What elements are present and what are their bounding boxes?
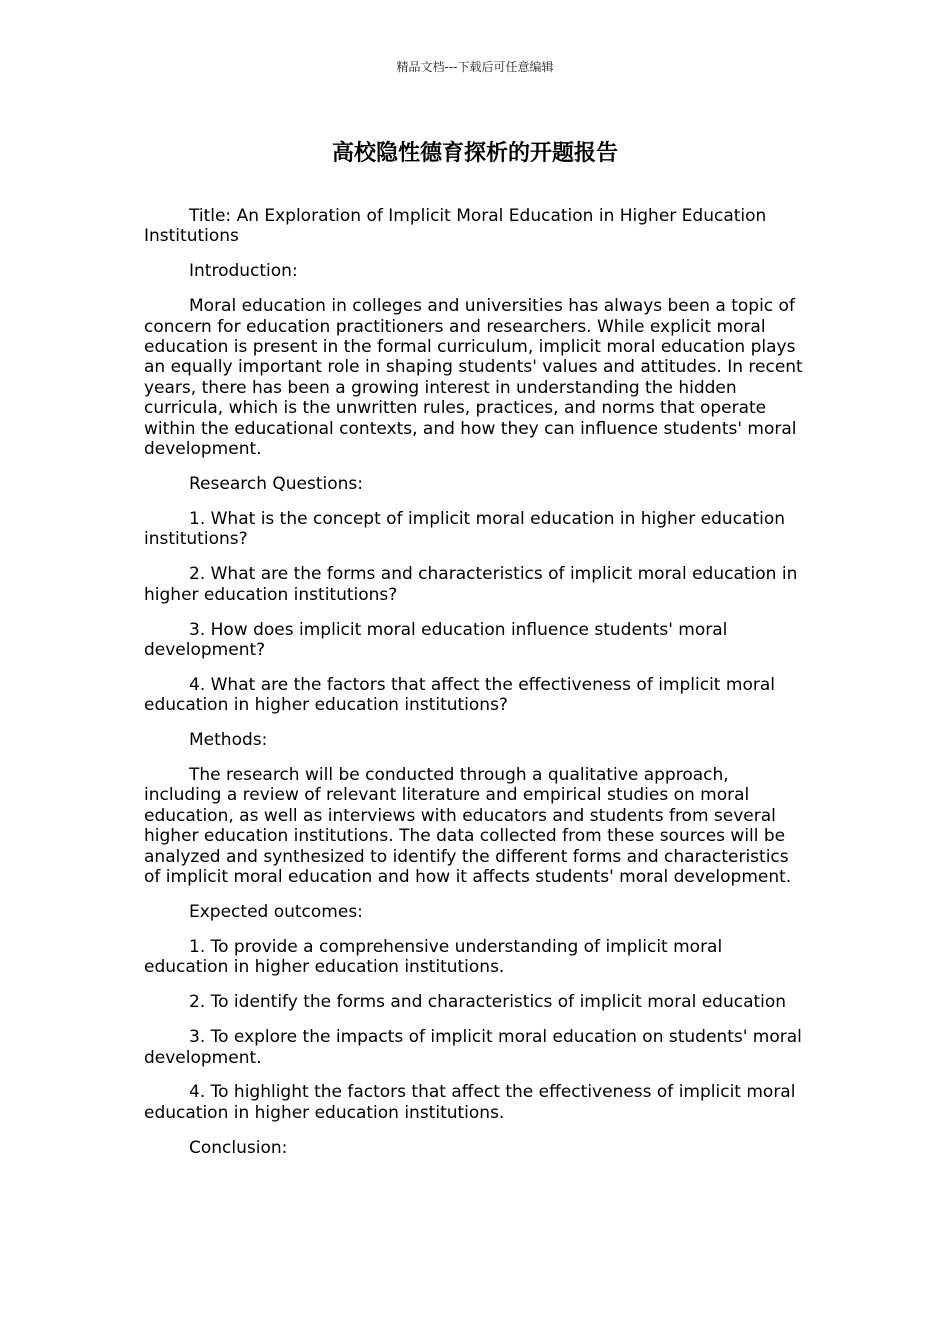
research-question-item: 4. What are the factors that affect the effectiveness of implicit moral education in higher education institutions? <box>144 674 775 716</box>
expected-outcome-item: 4. To highlight the factors that affect the effectiveness of implicit moral education in higher education institutions. <box>144 1082 796 1123</box>
expected-outcome-item: 1. To provide a comprehensive understanding of implicit moral education in higher education institutions. <box>144 936 723 978</box>
expected-outcome-item: 2. To identify the forms and characteristics of implicit moral education <box>189 992 787 1013</box>
heading-expected-outcomes: Expected outcomes: <box>189 901 363 922</box>
research-question-item: 3. How does implicit moral education influence students' moral development? <box>144 619 728 660</box>
paragraph-title-line: Title: An Exploration of Implicit Moral Education in Higher Education Institutions <box>144 206 767 247</box>
research-question-item: 1. What is the concept of implicit moral education in higher education institutions? <box>144 508 786 550</box>
heading-introduction: Introduction: <box>189 261 298 282</box>
paragraph-introduction: Moral education in colleges and universities has always been a topic of concern for education practitioners and researchers. While explicit moral education is present in the formal curriculum, implicit moral education plays an equally important role in shaping students' values and attitudes. In recent years, there has been a growing interest in understanding the hidden curricula, which is the unwritten rules, practices, and norms that operate within the educational contexts, and how they can influence students' moral development. <box>144 296 803 460</box>
heading-research-questions: Research Questions: <box>189 473 364 494</box>
heading-conclusion: Conclusion: <box>189 1137 288 1158</box>
page-header-note: 精品文档---下载后可任意编辑 <box>396 60 554 74</box>
paragraph-methods: The research will be conducted through a qualitative approach, including a review of relevant literature and empirical studies on moral education, as well as interviews with educators and students from several higher education institutions. The data collected from these sources will be analyzed and synthesized to identify the different forms and characteristics of implicit moral education and how it affects students' moral development. <box>144 765 792 888</box>
heading-methods: Methods: <box>189 730 268 751</box>
expected-outcome-item: 3. To explore the impacts of implicit moral education on students' moral development. <box>144 1027 802 1068</box>
document-body <box>144 206 808 1173</box>
document-title: 高校隐性德育探析的开题报告 <box>331 141 618 166</box>
research-question-item: 2. What are the forms and characteristics of implicit moral education in higher education institutions? <box>144 564 798 605</box>
